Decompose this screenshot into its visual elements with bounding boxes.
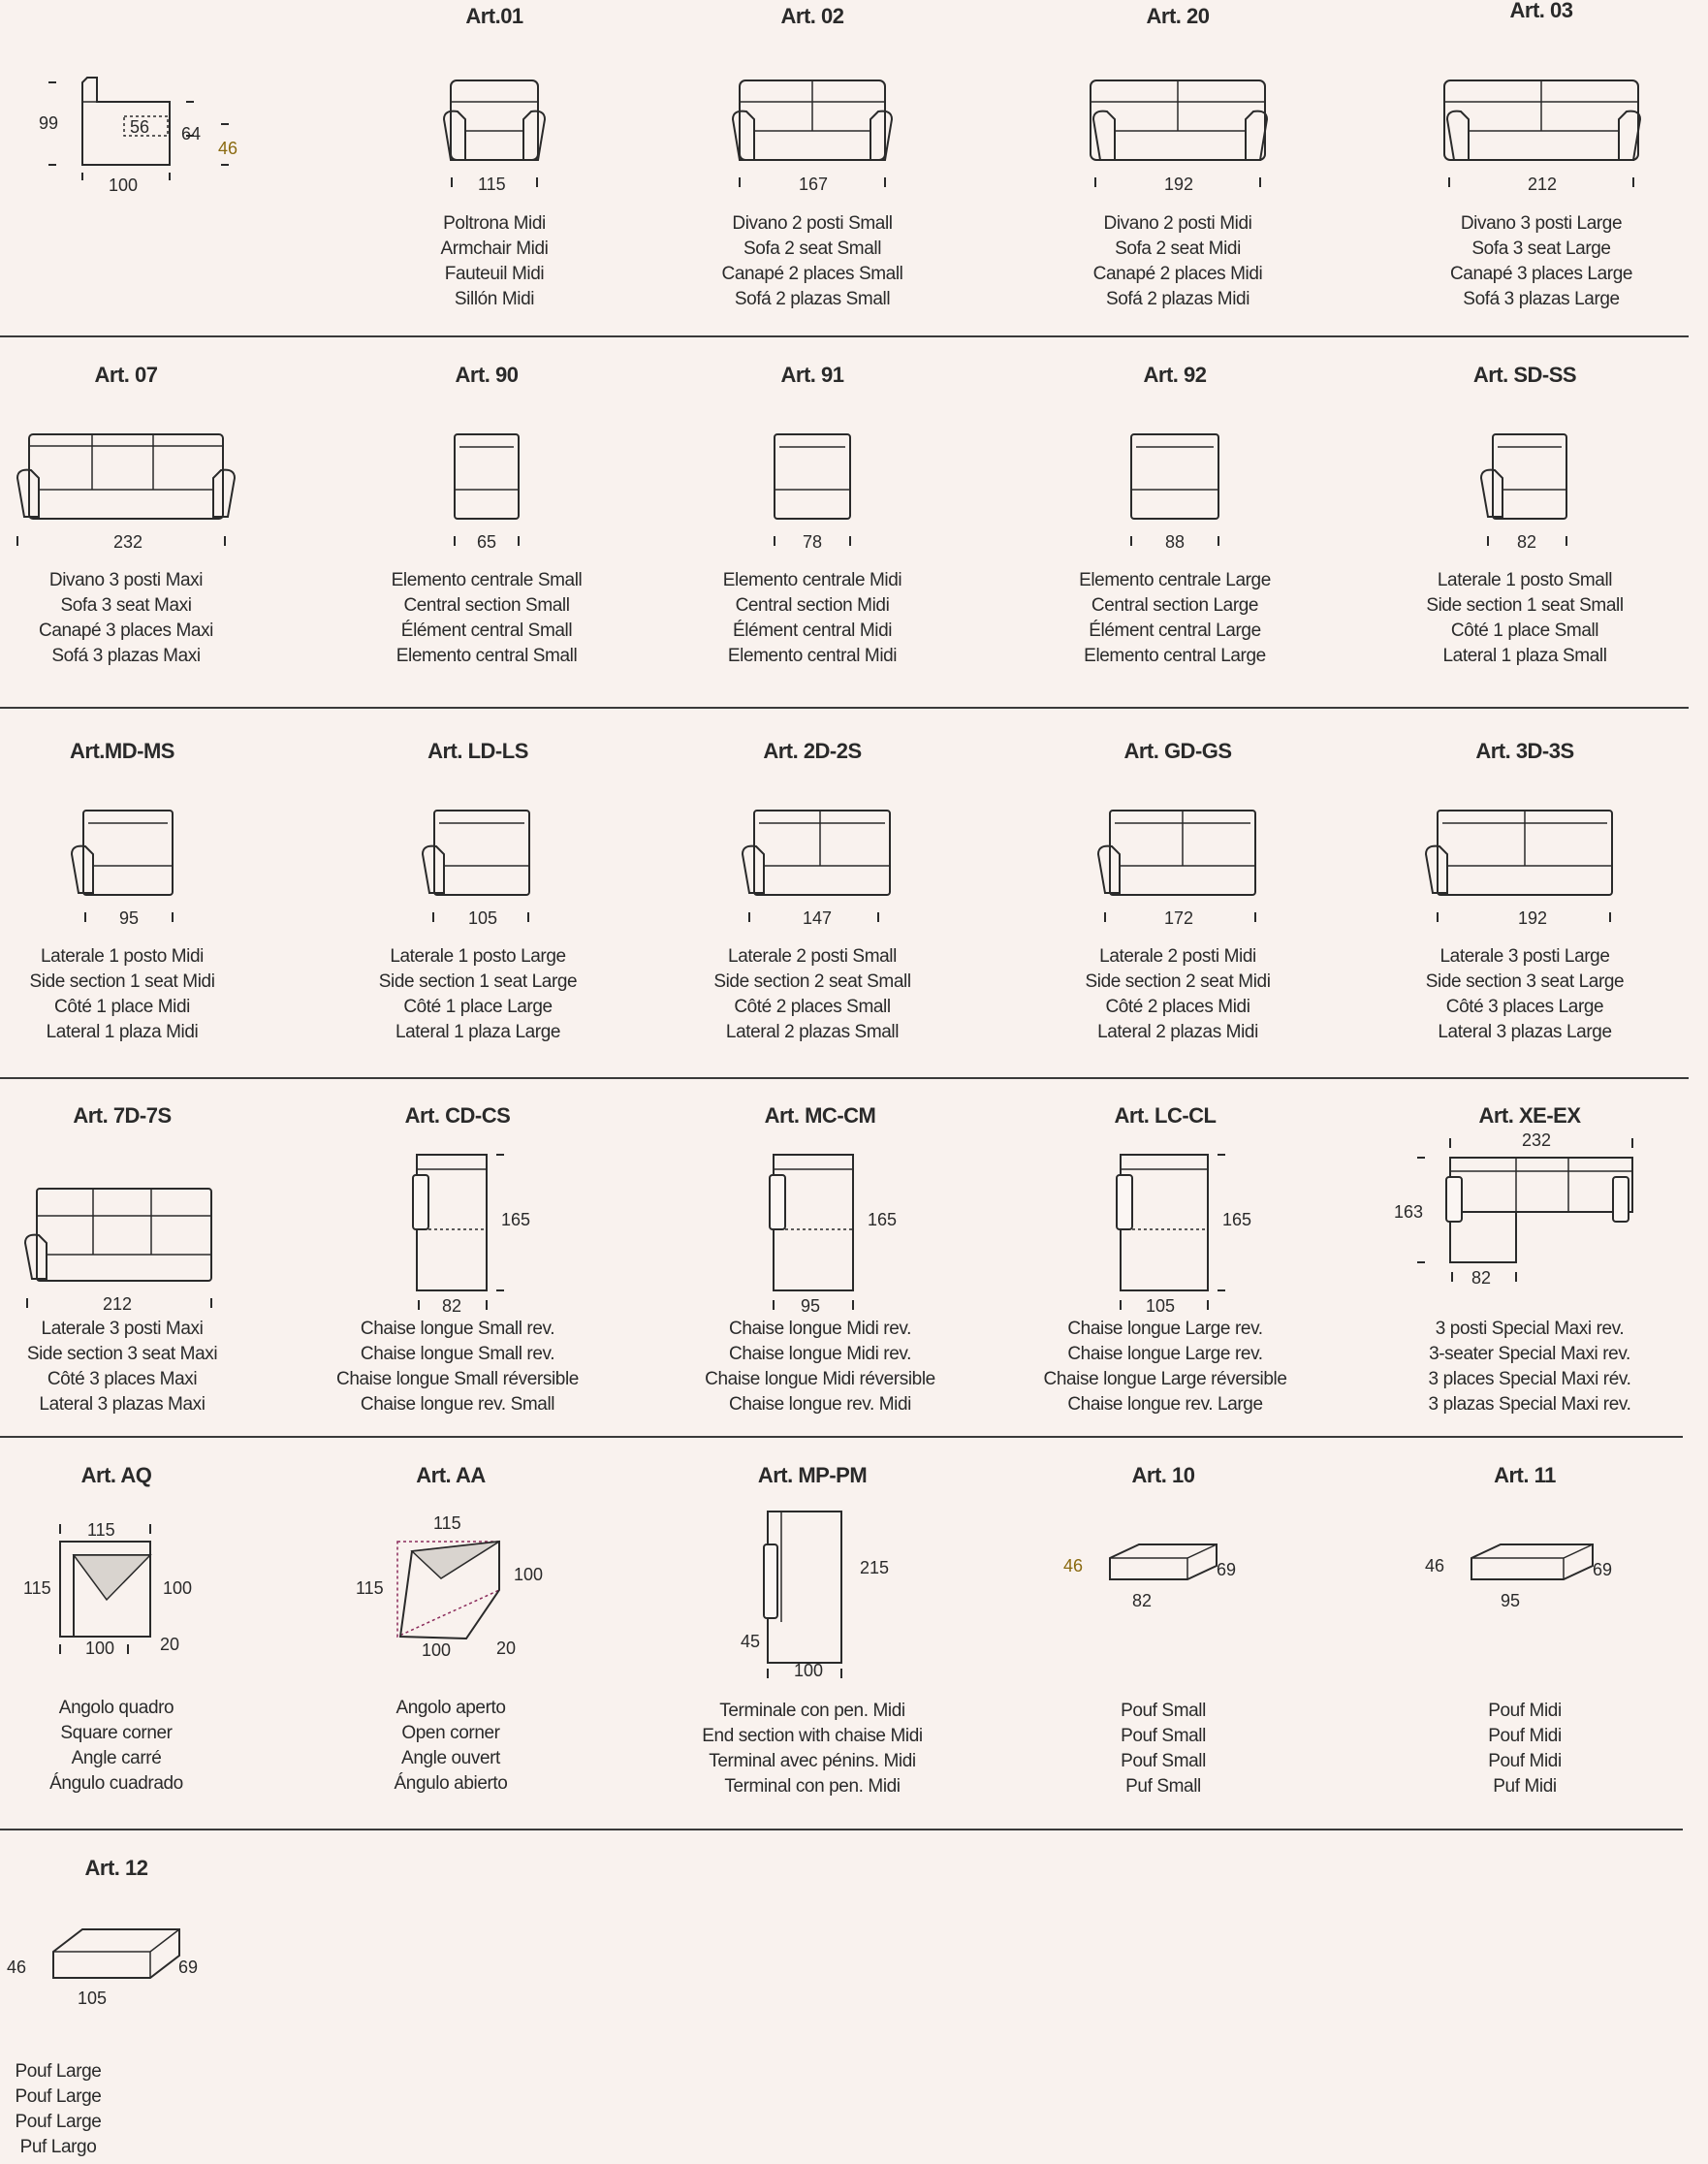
pouf-drawing xyxy=(1360,1537,1690,1648)
width-dimension: 105 xyxy=(468,908,498,928)
pouf-drawing xyxy=(0,1925,281,2036)
desc-it: Terminale con pen. Midi xyxy=(719,1701,905,1721)
width-dimension: 82 xyxy=(1517,532,1537,552)
desc-it: Elemento centrale Large xyxy=(1079,570,1271,590)
length-dimension: 165 xyxy=(501,1210,531,1229)
desc-en: Pouf Large xyxy=(15,2086,102,2107)
desc-fr: Chaise longue Small réversible xyxy=(336,1369,579,1389)
row-divider xyxy=(0,707,1689,709)
desc-en: Side section 2 seat Small xyxy=(713,971,911,992)
desc-it: Laterale 1 posto Midi xyxy=(41,946,204,967)
width-dimension: 95 xyxy=(1501,1591,1521,1610)
article-code: Art. 10 xyxy=(1131,1463,1195,1487)
desc-fr: Élément central Small xyxy=(400,621,573,641)
description xyxy=(0,1696,281,1797)
desc-es: Sofá 3 plazas Large xyxy=(1463,289,1620,309)
desc-en: Central section Midi xyxy=(735,595,890,616)
article-code: Art. AA xyxy=(416,1463,486,1487)
description xyxy=(648,568,977,669)
desc-it: Laterale 1 posto Large xyxy=(390,946,566,967)
desc-fr: Élément central Midi xyxy=(732,621,893,641)
description xyxy=(293,1317,622,1417)
width-dimension: 212 xyxy=(1528,175,1558,194)
desc-en: Armchair Midi xyxy=(440,239,549,259)
article-code: Art. 92 xyxy=(1143,363,1207,387)
desc-it: Chaise longue Small rev. xyxy=(360,1319,555,1339)
desc-en: Chaise longue Small rev. xyxy=(360,1344,555,1364)
side-section-drawing xyxy=(0,808,287,939)
desc-it: Angolo aperto xyxy=(395,1698,506,1718)
desc-fr: Angle carré xyxy=(71,1748,162,1768)
left-depth-dimension: 115 xyxy=(23,1578,51,1598)
right-depth-dimension: 100 xyxy=(514,1565,544,1584)
article-code: Art. LC-CL xyxy=(1114,1103,1217,1128)
desc-es: Puf Midi xyxy=(1493,1776,1557,1797)
desc-es: Lateral 3 plazas Maxi xyxy=(39,1394,206,1415)
article-code: Art. 20 xyxy=(1146,4,1210,28)
desc-it: Divano 3 posti Large xyxy=(1460,213,1623,234)
desc-es: Elemento central Midi xyxy=(727,646,898,666)
desc-es: Sofá 2 plazas Midi xyxy=(1105,289,1250,309)
description xyxy=(1365,1317,1694,1417)
article-code: Art.01 xyxy=(465,4,523,28)
desc-it: Chaise longue Large rev. xyxy=(1067,1319,1263,1339)
width-dimension: 115 xyxy=(478,175,506,194)
description xyxy=(0,944,287,1045)
special-sofa-drawing xyxy=(1365,1129,1694,1318)
desc-fr: Chaise longue Large réversible xyxy=(1043,1369,1287,1389)
article-code: Art. 91 xyxy=(780,363,844,387)
description xyxy=(330,211,659,312)
desc-es: Ángulo abierto xyxy=(394,1773,508,1794)
width-dimension: 192 xyxy=(1164,175,1194,194)
desc-it: Laterale 1 posto Small xyxy=(1437,570,1613,590)
article-code: Art. GD-GS xyxy=(1123,739,1232,763)
article-code: Art. 11 xyxy=(1494,1463,1556,1487)
side-section-drawing xyxy=(648,808,977,939)
width-dimension: 105 xyxy=(1146,1296,1176,1316)
width-dimension: 95 xyxy=(119,908,140,928)
desc-fr: Élément central Large xyxy=(1089,621,1261,641)
article-code: Art. MC-CM xyxy=(764,1103,876,1128)
desc-fr: Côté 1 place Midi xyxy=(54,997,190,1017)
row-divider xyxy=(0,1077,1689,1079)
desc-es: Puf Small xyxy=(1125,1776,1201,1797)
terminal-section-drawing xyxy=(648,1506,977,1695)
legend-seat-depth: 56 xyxy=(130,117,150,137)
offset-dimension: 20 xyxy=(496,1639,517,1658)
article-code: Art. 07 xyxy=(94,363,158,387)
legend-seat-height: 64 xyxy=(181,124,202,143)
side-section-drawing xyxy=(1360,808,1690,939)
desc-en: Side section 3 seat Maxi xyxy=(26,1344,218,1364)
width-dimension: 172 xyxy=(1164,908,1194,928)
desc-es: Terminal con pen. Midi xyxy=(724,1776,901,1797)
article-code: Art. 02 xyxy=(780,4,844,28)
width-dimension: 95 xyxy=(801,1296,821,1316)
length-dimension: 165 xyxy=(1222,1210,1252,1229)
width-dimension: 232 xyxy=(113,532,143,552)
side-section-drawing xyxy=(313,808,643,939)
description xyxy=(998,1699,1328,1799)
desc-en: Side section 1 seat Small xyxy=(1426,595,1624,616)
chaise-width-dimension: 82 xyxy=(1471,1268,1492,1288)
desc-es: Elemento central Small xyxy=(395,646,578,666)
central-section-drawing xyxy=(322,431,651,562)
row-divider xyxy=(0,1829,1683,1830)
open-corner-drawing xyxy=(286,1503,616,1672)
height-dimension: 46 xyxy=(7,1957,27,1977)
desc-fr: Côté 2 places Midi xyxy=(1105,997,1250,1017)
article-code: Art. 7D-7S xyxy=(73,1103,172,1128)
legend-arm-height: 46 xyxy=(218,139,238,158)
width-dimension: 167 xyxy=(799,175,829,194)
desc-en: Sofa 3 seat Maxi xyxy=(60,595,192,616)
left-depth-dimension: 115 xyxy=(356,1578,384,1598)
desc-en: Side section 1 seat Large xyxy=(378,971,578,992)
offset-dimension: 20 xyxy=(160,1635,180,1654)
article-code: Art. 3D-3S xyxy=(1475,739,1574,763)
desc-en: Chaise longue Midi rev. xyxy=(729,1344,911,1364)
desc-it: Chaise longue Midi rev. xyxy=(729,1319,911,1339)
description xyxy=(0,2059,165,2160)
desc-fr: Pouf Small xyxy=(1121,1751,1206,1771)
description xyxy=(648,1699,977,1799)
width-dimension: 100 xyxy=(794,1661,824,1680)
description xyxy=(648,211,977,312)
desc-en: Sofa 2 seat Small xyxy=(743,239,882,259)
article-code: Art. AQ xyxy=(80,1463,152,1487)
desc-fr: Canapé 3 places Maxi xyxy=(39,621,213,641)
desc-it: 3 posti Special Maxi rev. xyxy=(1435,1319,1625,1339)
length-dimension: 215 xyxy=(860,1558,890,1577)
desc-es: Lateral 1 plaza Large xyxy=(395,1022,561,1042)
arm-width-dimension: 45 xyxy=(741,1632,761,1651)
desc-fr: Côté 1 place Large xyxy=(403,997,553,1017)
desc-es: Lateral 2 plazas Midi xyxy=(1097,1022,1258,1042)
desc-fr: Canapé 2 places Midi xyxy=(1092,264,1263,284)
article-code: Art. CD-CS xyxy=(404,1103,511,1128)
profile-legend xyxy=(29,68,252,194)
desc-it: Laterale 3 posti Maxi xyxy=(41,1319,204,1339)
desc-fr: Canapé 3 places Large xyxy=(1449,264,1633,284)
description xyxy=(322,568,651,669)
desc-it: Angolo quadro xyxy=(58,1698,174,1718)
article-code: Art. 90 xyxy=(455,363,519,387)
width-dimension: 82 xyxy=(1132,1591,1153,1610)
depth-dimension: 69 xyxy=(178,1957,199,1977)
pouf-drawing xyxy=(998,1537,1328,1648)
chaise-longue-drawing xyxy=(293,1148,622,1318)
desc-en: Central section Large xyxy=(1091,595,1259,616)
square-corner-drawing xyxy=(0,1503,281,1672)
row-divider xyxy=(0,335,1689,337)
desc-es: Sillón Midi xyxy=(454,289,535,309)
height-dimension: 46 xyxy=(1425,1556,1445,1575)
right-depth-dimension: 100 xyxy=(163,1578,193,1598)
article-code: Art. 2D-2S xyxy=(763,739,862,763)
row-divider xyxy=(0,1436,1683,1438)
desc-en: End section with chaise Midi xyxy=(702,1726,923,1746)
desc-en: Square corner xyxy=(60,1723,173,1743)
width-dimension: 212 xyxy=(103,1294,133,1314)
overall-width-dimension: 232 xyxy=(1522,1130,1552,1150)
desc-it: Divano 2 posti Small xyxy=(732,213,893,234)
desc-es: Sofá 3 plazas Maxi xyxy=(51,646,201,666)
bottom-width-dimension: 100 xyxy=(85,1639,115,1658)
description xyxy=(655,1317,985,1417)
desc-fr: Côté 3 places Maxi xyxy=(47,1369,198,1389)
desc-fr: Côté 1 place Small xyxy=(1450,621,1599,641)
description xyxy=(1013,944,1343,1045)
description xyxy=(1376,211,1706,312)
desc-it: Divano 2 posti Midi xyxy=(1103,213,1252,234)
desc-it: Elemento centrale Midi xyxy=(722,570,902,590)
depth-dimension: 163 xyxy=(1394,1202,1424,1222)
depth-dimension: 69 xyxy=(1217,1560,1237,1579)
top-width-dimension: 115 xyxy=(87,1520,115,1540)
article-code: Art. MP-PM xyxy=(757,1463,868,1487)
desc-en: Central section Small xyxy=(403,595,570,616)
description xyxy=(1010,568,1340,669)
desc-es: Lateral 1 plaza Midi xyxy=(46,1022,199,1042)
desc-it: Poltrona Midi xyxy=(443,213,546,234)
width-dimension: 65 xyxy=(477,532,497,552)
description xyxy=(1360,568,1690,669)
width-dimension: 105 xyxy=(78,1989,108,2008)
desc-fr: Côté 3 places Large xyxy=(1445,997,1604,1017)
desc-es: Lateral 2 plazas Small xyxy=(725,1022,900,1042)
desc-es: Lateral 3 plazas Large xyxy=(1438,1022,1612,1042)
chaise-longue-drawing xyxy=(655,1148,985,1318)
desc-es: Chaise longue rev. Midi xyxy=(729,1394,911,1415)
desc-es: Sofá 2 plazas Small xyxy=(734,289,891,309)
description xyxy=(0,1317,287,1417)
bottom-width-dimension: 100 xyxy=(422,1640,452,1660)
desc-it: Pouf Large xyxy=(15,2061,102,2082)
central-section-drawing xyxy=(648,431,977,562)
sofa-drawing xyxy=(0,431,291,562)
sofa-drawing xyxy=(648,73,977,204)
desc-fr: Chaise longue Midi réversible xyxy=(705,1369,935,1389)
desc-es: Ángulo cuadrado xyxy=(49,1773,183,1794)
desc-es: Elemento central Large xyxy=(1084,646,1266,666)
desc-it: Elemento centrale Small xyxy=(391,570,583,590)
desc-fr: Pouf Large xyxy=(15,2112,102,2132)
central-section-drawing xyxy=(1010,431,1340,562)
desc-it: Pouf Midi xyxy=(1488,1701,1562,1721)
top-width-dimension: 115 xyxy=(433,1513,461,1533)
desc-en: Side section 1 seat Midi xyxy=(29,971,215,992)
side-section-drawing xyxy=(0,1177,287,1314)
height-dimension: 46 xyxy=(1063,1556,1084,1575)
legend-height: 99 xyxy=(39,113,59,133)
article-code: Art.MD-MS xyxy=(70,739,174,763)
description xyxy=(1360,944,1690,1045)
sofa-drawing xyxy=(1376,73,1706,204)
article-code: Art. 12 xyxy=(84,1856,148,1880)
article-code: Art. LD-LS xyxy=(427,739,528,763)
desc-it: Laterale 2 posti Small xyxy=(728,946,897,967)
legend-depth: 100 xyxy=(109,175,139,195)
desc-en: Chaise longue Large rev. xyxy=(1067,1344,1263,1364)
desc-en: Side section 3 seat Large xyxy=(1425,971,1625,992)
sofa-profile-diagram xyxy=(29,68,252,194)
side-section-drawing xyxy=(1360,431,1690,562)
description xyxy=(1000,1317,1330,1417)
desc-es: Chaise longue rev. Small xyxy=(360,1394,555,1415)
description xyxy=(1360,1699,1690,1799)
desc-en: 3-seater Special Maxi rev. xyxy=(1429,1344,1630,1364)
desc-fr: Fauteuil Midi xyxy=(444,264,545,284)
description xyxy=(313,944,643,1045)
desc-es: 3 plazas Special Maxi rev. xyxy=(1428,1394,1631,1415)
desc-en: Sofa 3 seat Large xyxy=(1471,239,1611,259)
desc-fr: Terminal avec pénins. Midi xyxy=(709,1751,916,1771)
desc-en: Sofa 2 seat Midi xyxy=(1115,239,1241,259)
description xyxy=(1013,211,1343,312)
width-dimension: 78 xyxy=(803,532,823,552)
desc-es: Chaise longue rev. Large xyxy=(1067,1394,1263,1415)
desc-es: Puf Largo xyxy=(19,2137,97,2157)
description xyxy=(0,568,291,669)
width-dimension: 147 xyxy=(803,908,833,928)
width-dimension: 192 xyxy=(1518,908,1548,928)
desc-it: Laterale 2 posti Midi xyxy=(1099,946,1256,967)
desc-fr: Côté 2 places Small xyxy=(734,997,891,1017)
desc-fr: Angle ouvert xyxy=(401,1748,500,1768)
desc-it: Laterale 3 posti Large xyxy=(1439,946,1610,967)
desc-fr: Canapé 2 places Small xyxy=(721,264,903,284)
desc-es: Lateral 1 plaza Small xyxy=(1442,646,1607,666)
description xyxy=(648,944,977,1045)
description xyxy=(286,1696,616,1797)
desc-en: Open corner xyxy=(401,1723,500,1743)
sofa-drawing xyxy=(1013,73,1343,204)
article-code: Art. SD-SS xyxy=(1472,363,1577,387)
desc-en: Side section 2 seat Midi xyxy=(1085,971,1271,992)
width-dimension: 88 xyxy=(1165,532,1186,552)
desc-en: Pouf Midi xyxy=(1488,1726,1562,1746)
chaise-longue-drawing xyxy=(1000,1148,1330,1318)
desc-en: Pouf Small xyxy=(1121,1726,1206,1746)
desc-fr: Pouf Midi xyxy=(1488,1751,1562,1771)
length-dimension: 165 xyxy=(868,1210,898,1229)
desc-fr: 3 places Special Maxi rév. xyxy=(1428,1369,1631,1389)
width-dimension: 82 xyxy=(442,1296,462,1316)
article-code: Art. 03 xyxy=(1509,0,1573,22)
armchair-drawing xyxy=(330,73,659,204)
side-section-drawing xyxy=(1013,808,1343,939)
depth-dimension: 69 xyxy=(1593,1560,1613,1579)
article-code: Art. XE-EX xyxy=(1478,1103,1581,1128)
desc-it: Pouf Small xyxy=(1121,1701,1206,1721)
desc-it: Divano 3 posti Maxi xyxy=(48,570,204,590)
